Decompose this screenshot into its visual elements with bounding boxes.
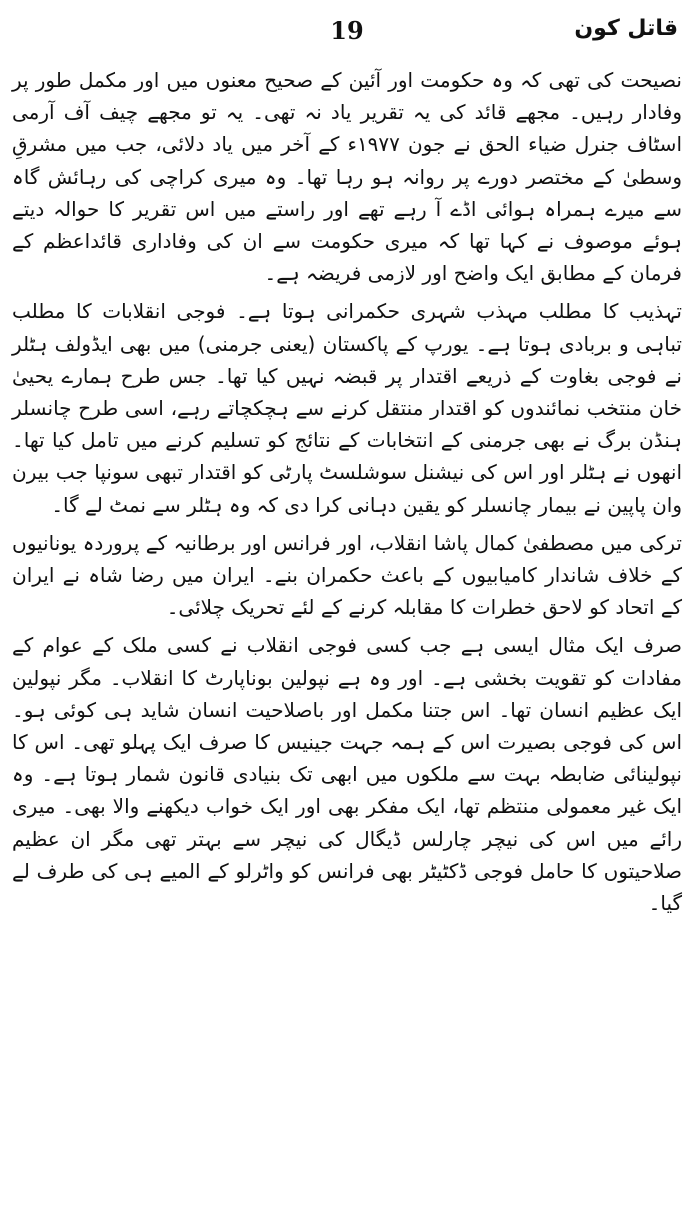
running-title: قاتل کون	[574, 16, 678, 41]
page-header	[12, 8, 682, 54]
body-text	[12, 64, 682, 919]
paragraph: تہذیب کا مطلب مہذب شہری حکمرانی ہوتا ہے۔ فوجی انقلابات کا مطلب تباہی و بربادی ہوتا ہے۔ یورپ کے پاکستان (یعنی جرمنی) میں بھی ایڈولف ہٹلر نے فوجی بغاوت کے ذریعے اقتدار پر قبضہ نہیں کیا تھا۔ جس طرح ہمارے یحییٰ خان منتخب نمائندوں کو اقتدار منتقل کرنے سے ہچکچاتے رہے، اسی طرح چانسلر ہنڈن برگ نے بھی جرمنی کے انتخابات کے نتائج کو تسلیم کرنے میں تامل کیا تھا۔ انھوں نے ہٹلر اور اس کی نیشنل سوشلسٹ پارٹی کو اقتدار تبھی سونپا جب بیرن وان پاپین نے بیمار چانسلر کو یقین دہانی کرا دی کہ وہ ہٹلر سے نمٹ لے گا۔	[12, 299, 682, 517]
paragraph: صرف ایک مثال ایسی ہے جب کسی فوجی انقلاب نے کسی ملک کے عوام کے مفادات کو تقویت بخشی ہے۔ اور وہ ہے نپولین بوناپارٹ کا انقلاب۔ مگر نپولین ایک عظیم انسان تھا۔ اس جتنا مکمل اور باصلاحیت انسان شاید ہی کوئی ہو۔ اس کی فوجی بصیرت اس کے ہمہ جہت جینیس کا صرف ایک پہلو تھی۔ اس کا نپولینائی ضابطہ بہت سے ملکوں میں ابھی تک بنیادی قانون شمار ہوتا ہے۔ وہ ایک غیر معمولی منتظم تھا، ایک مفکر بھی اور ایک خواب دیکھنے والا بھی۔ میری رائے میں اس کی نیچر چارلس ڈیگال کی نیچر سے بہتر تھی مگر ان عظیم صلاحیتوں کا حامل فوجی ڈکٹیٹر بھی فرانس کو واٹرلو کے المیے ہی کی طرف لے گیا۔	[12, 633, 682, 916]
page-number: 19	[330, 16, 364, 45]
paragraph: ترکی میں مصطفیٰ کمال پاشا انقلاب، اور فرانس اور برطانیہ کے پروردہ یونانیوں کے خلاف شاندار کامیابیوں کے باعث حکمران بنے۔ ایران میں رضا شاہ نے ایران کے اتحاد کو لاحق خطرات کا مقابلہ کرنے کے لئے تحریک چلائی۔	[12, 530, 682, 620]
paragraph: نصیحت کی تھی کہ وہ حکومت اور آئین کے صحیح معنوں میں اور مکمل طور پر وفادار رہیں۔ مجھے قائد کی یہ تقریر یاد نہ تھی۔ یہ تو مجھے چیف آف آرمی اسٹاف جنرل ضیاء الحق نے جون ۱۹۷۷ء کے آخر میں یاد دلائی، جب میں مشرقِ وسطیٰ کے مختصر دورے پر روانہ ہو رہا تھا۔ وہ میری کراچی کی رہائش گاہ سے میرے ہمراہ ہوائی اڈے آ رہے تھے اور راستے میں اس تقریر کا حوالہ دیتے ہوئے موصوف نے کہا تھا کہ میری حکومت سے ان کی وفاداری قائداعظم کے فرمان کے مطابق ایک واضح اور لازمی فریضہ ہے۔	[12, 68, 682, 286]
